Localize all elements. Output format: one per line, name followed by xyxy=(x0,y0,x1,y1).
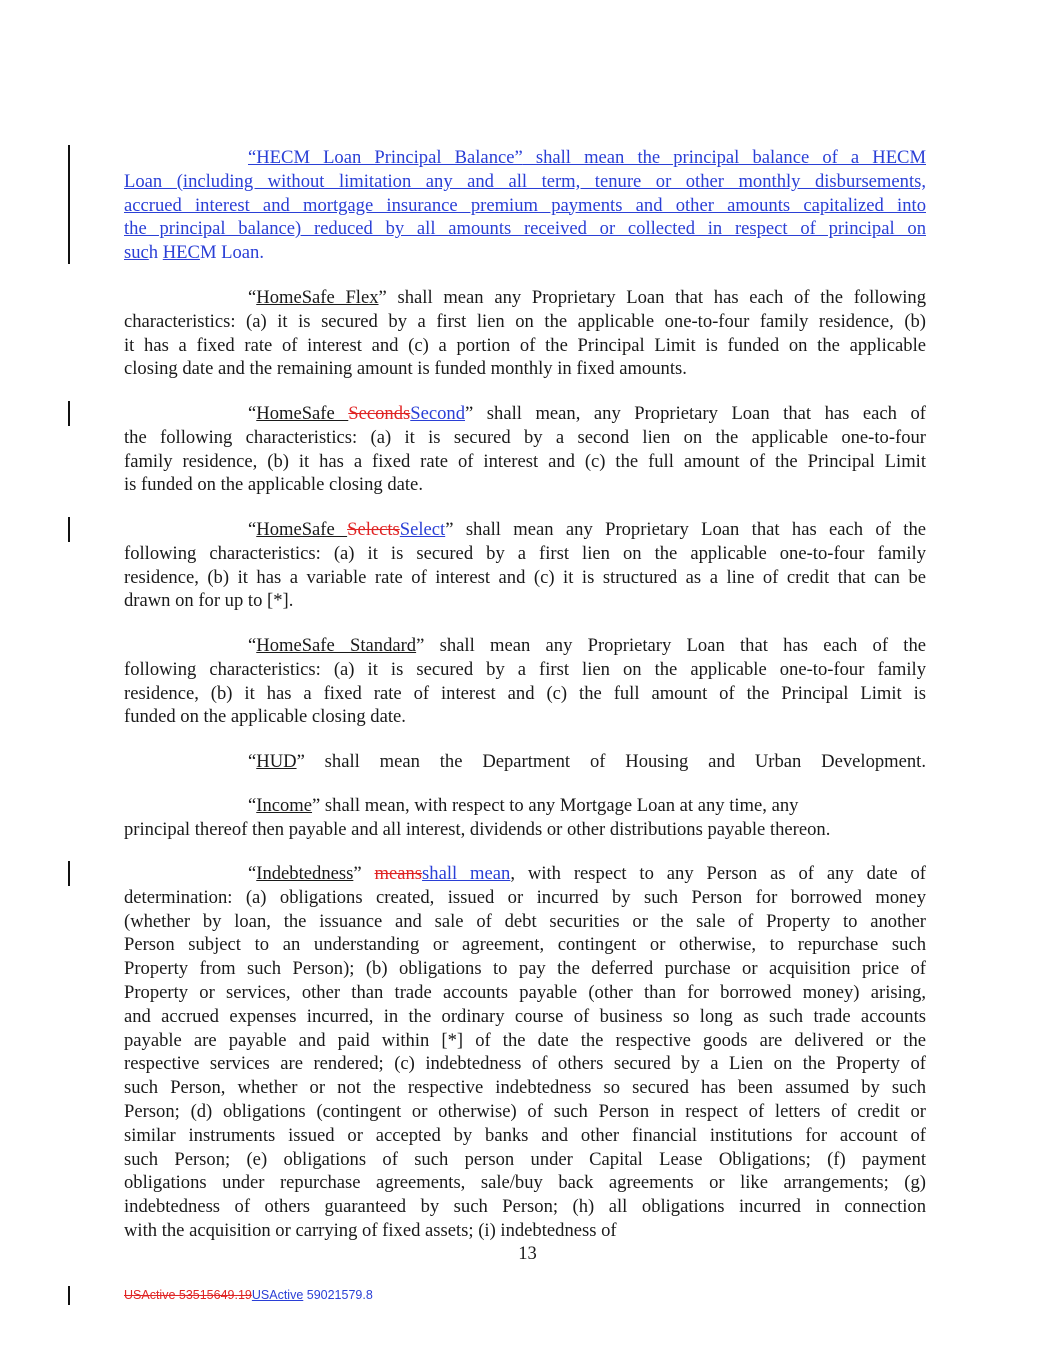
definition-homesafe-select xyxy=(124,518,926,613)
hecm-line-1: “HECM Loan Principal Balance” shall mean the principal balance of a HECM xyxy=(248,147,926,168)
indebtedness-line: (whether by loan, the issuance and sale of debt securities or the sale of Property to another xyxy=(124,910,926,932)
hecm-line-2: Loan (including without limitation any and all term, tenure or other monthly disbursements, xyxy=(124,170,926,192)
standard-line-2: following characteristics: (a) it is secured by a first lien on the applicable one-to-four family xyxy=(124,658,926,680)
defined-term-hud: HUD xyxy=(256,751,297,772)
indebtedness-line: indebtedness of others guaranteed by such Person; (h) all obligations incurred in connection xyxy=(124,1196,926,1218)
select-line-3: residence, (b) it has a variable rate of interest and (c) it is structured as a line of credit that can be xyxy=(124,566,926,588)
change-bar-select xyxy=(68,517,70,542)
definition-hecm-loan-principal-balance xyxy=(124,146,926,265)
indebtedness-line-1: “Indebtedness” meansshall mean, with respect to any Person as of any date of xyxy=(248,863,927,884)
defined-term-indebtedness: Indebtedness xyxy=(256,863,354,884)
second-line-1: “HomeSafe SecondsSecond” shall mean, any Proprietary Loan that has each of xyxy=(248,403,926,424)
defined-term-income: Income xyxy=(256,795,313,816)
indebtedness-line: payable are payable and paid within [*] of the date the respective goods are delivered or the xyxy=(124,1029,926,1051)
flex-line-4: closing date and the remaining amount is funded monthly in fixed amounts. xyxy=(124,358,687,380)
second-line-3: family residence, (b) it has a fixed rate of interest and (c) the full amount of the Principal Limit xyxy=(124,450,926,472)
indebtedness-line: Person; (d) obligations (contingent or otherwise) of such Person in respect of letters of credit or xyxy=(124,1100,926,1122)
second-line-4: is funded on the applicable closing date. xyxy=(124,474,423,496)
income-line-1: “Income” shall mean, with respect to any Mortgage Loan at any time, any xyxy=(248,795,799,816)
definition-indebtedness xyxy=(124,862,926,1243)
standard-line-4: funded on the applicable closing date. xyxy=(124,706,406,728)
flex-line-3: it has a fixed rate of interest and (c) a portion of the Principal Limit is funded on the applicable xyxy=(124,334,926,356)
indebtedness-line: such Person; (e) obligations of such person under Capital Lease Obligations; (f) payment xyxy=(124,1148,926,1170)
definition-homesafe-second xyxy=(124,402,926,497)
indebtedness-last-line: with the acquisition or carrying of fixed assets; (i) indebtedness of xyxy=(124,1219,617,1241)
indebtedness-line: obligations under repurchase agreements, sale/buy back agreements or like arrangements; (g) xyxy=(124,1172,926,1194)
indebtedness-line: Property or services, other than trade accounts payable (other than for borrowed money) arising, xyxy=(124,981,926,1003)
definition-income xyxy=(124,794,926,842)
hecm-line-4: the principal balance) reduced by all amounts received or collected in respect of principal on xyxy=(124,218,926,240)
footer-inserted-id: USActive xyxy=(251,1288,304,1302)
indebtedness-line: Person subject to an understanding or agreement, contingent or otherwise, to repurchase such xyxy=(124,934,926,956)
hecm-line-5: such HECM Loan. xyxy=(124,242,264,264)
footer-doc-number: 59021579.8 xyxy=(303,1288,373,1302)
defined-term-hecm: “HECM Loan Principal Balance” xyxy=(248,147,523,168)
defined-term-standard: HomeSafe Standard xyxy=(256,635,417,656)
hud-line-1: “HUD” shall mean the Department of Housing and Urban Development. xyxy=(248,751,926,772)
indebtedness-line: Property from such Person); (b) obligations to pay the deferred purchase or acquisition price of xyxy=(124,958,926,980)
definition-homesafe-standard xyxy=(124,634,926,729)
deleted-text: Selects xyxy=(347,519,400,540)
defined-term-flex: HomeSafe Flex xyxy=(256,287,379,308)
hecm-line-3: accrued interest and mortgage insurance premium payments and other amounts capitalized into xyxy=(124,194,926,216)
select-line-4: drawn on for up to [*]. xyxy=(124,590,294,612)
select-line-1: “HomeSafe SelectsSelect” shall mean any Proprietary Loan that has each of the xyxy=(248,519,926,540)
standard-line-3: residence, (b) it has a fixed rate of interest and (c) the full amount of the Principal Limit is xyxy=(124,682,926,704)
change-bar-second xyxy=(68,401,70,426)
page-number: 13 xyxy=(518,1243,537,1264)
standard-line-1: “HomeSafe Standard” shall mean any Proprietary Loan that has each of the xyxy=(248,635,926,656)
indebtedness-line: respective services are rendered; (c) indebtedness of others secured by a Lien on the Property of xyxy=(124,1053,926,1075)
inserted-text: shall mean xyxy=(422,863,511,884)
flex-line-1: “HomeSafe Flex” shall mean any Proprietary Loan that has each of the following xyxy=(248,287,927,308)
indebtedness-line: determination: (a) obligations created, issued or incurred by such Person for borrowed money xyxy=(124,886,926,908)
change-bar-footer xyxy=(68,1286,70,1305)
select-line-2: following characteristics: (a) it is secured by a first lien on the applicable one-to-four family xyxy=(124,542,926,564)
indebtedness-line: such Person, whether or not the respective indebtedness so secured has been assumed by such xyxy=(124,1077,926,1099)
document-footer xyxy=(124,1287,373,1303)
definition-homesafe-flex xyxy=(124,286,926,381)
inserted-text: Select xyxy=(399,519,446,540)
change-bar-indebtedness xyxy=(68,861,70,886)
income-line-2: principal thereof then payable and all interest, dividends or other distributions payable thereon. xyxy=(124,818,831,840)
inserted-text: Second xyxy=(410,403,466,424)
indebtedness-line: and accrued expenses incurred, in the ordinary course of business so long as such trade accounts xyxy=(124,1005,926,1027)
deleted-text: means xyxy=(374,863,423,884)
indebtedness-line: similar instruments issued or accepted by banks and other financial institutions for account of xyxy=(124,1124,926,1146)
second-line-2: the following characteristics: (a) it is secured by a second lien on the applicable one-to-four xyxy=(124,426,926,448)
change-bar-hecm xyxy=(68,145,70,264)
deleted-text: Seconds xyxy=(348,403,411,424)
definition-hud xyxy=(124,750,926,774)
flex-line-2: characteristics: (a) it is secured by a first lien on the applicable one-to-four family residence, (b) xyxy=(124,310,926,332)
footer-deleted-id: USActive 53515649.19 xyxy=(124,1288,252,1302)
